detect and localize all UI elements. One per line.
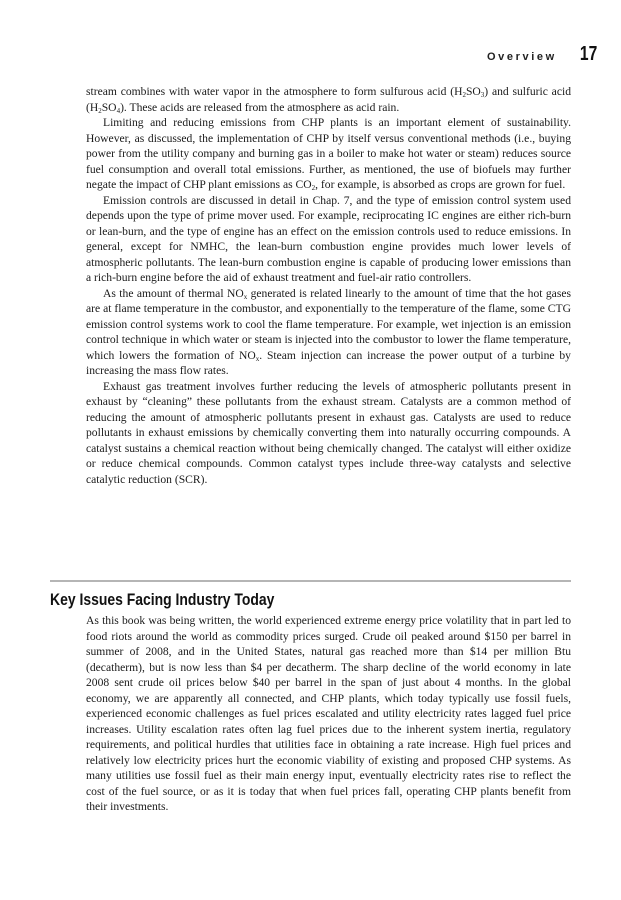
body-text-top	[86, 84, 571, 487]
running-head	[487, 43, 597, 67]
body-text-section	[86, 613, 571, 815]
paragraph-key-issues: As this book was being written, the world experienced extreme energy price volatility that in part led to food riots around the world as commodity prices surged. Crude oil peaked around $150 per barrel in summer of 2008, and in the United States, natural gas reached more than $14 per million Btu (decatherm), but is now less than $4 per decatherm. The sharp decline of the world economy in late 2008 sent crude oil prices below $40 per barrel in the span of just about 4 months. In the global economy, we are apparently all connected, and CHP plants, which today typically use fossil fuels, experienced economic challenges as fuel prices escalated and utility electricity rates lagged fuel price increases. Utility escalation rates often lag fuel prices due to the inherent system inertia, regulatory requirements, and political hurdles that utilities face in obtaining a rate increase. High fuel prices and relatively low electricity prices hurt the economic viability of existing and proposed CHP systems. As many utilities use fossil fuel as their main energy input, eventually electricity rates rise to reflect the cost of the fuel source, or as it is today that when fuel prices fall, operating CHP plants benefit from their investments.	[86, 614, 571, 813]
paragraph-thermal-nox: As the amount of thermal $NO_x$ generated is related linearly to the amount of time that the hot gases are at flame temperature in the combustor, and exponentially to the temperature of the flame, some CTG emission control systems work to cool the flame temperature. For example, wet injection is an emission control technique in which water or steam is injected into the combustor to lower the flame temperature, which lowers the formation of $NO_x$. Steam injection can increase the power output of a turbine by increasing the mass flow rates.	[86, 286, 571, 377]
running-head-section: Overview	[487, 51, 557, 63]
paragraph-emission-controls: Emission controls are discussed in detail in Chap. 7, and the type of emission control system used depends upon the type of prime mover used. For example, reciprocating IC engines are either rich-burn or lean-burn, and the type of engine has an effect on the emission controls used to reduce emissions. In general, except for NMHC, the lean-burn combustion engine provides much lower levels of atmospheric pollutants. The lean-burn combustion engine is capable of producing lower emissions than a rich-burn engine before the aid of exhaust treatment and fuel-air ratio controllers.	[86, 193, 571, 284]
page-number: 17	[579, 43, 597, 65]
paragraph-sustainability: Limiting and reducing emissions from CHP plants is an important element of sustainability. However, as discussed, the implementation of CHP by itself versus conventional methods (i.e., buying power from the utility company and burning gas in a boiler to make hot water or steam) reduces source fuel consumption and overall total emissions. Further, as mentioned, the use of biofuels may further negate the impact of CHP plant emissions as $CO_2$, for example, is absorbed as crops are grown for fuel.	[86, 116, 571, 192]
paragraph-exhaust-treatment: Exhaust gas treatment involves further reducing the levels of atmospheric pollutants present in exhaust by “cleaning” these pollutants from the exhaust stream. Catalysts are a common method of reducing the amount of atmospheric pollutants present in exhaust gas. Catalysts are used to reduce pollutants in exhaust emissions by chemically converting them into naturally occurring compounds. A catalyst sustains a chemical reaction without being chemically changed. The catalyst will either oxidize or reduce chemical compounds. Common catalyst types include three-way catalysts and selective catalytic reduction (SCR).	[86, 379, 571, 486]
section-heading: Key Issues Facing Industry Today	[50, 590, 275, 609]
section-divider	[50, 580, 571, 582]
paragraph-acid-rain: stream combines with water vapor in the atmosphere to form sulfurous acid $(H_2SO_3)$ and sulfuric acid $(H_2SO_4)$. These acids are released from the atmosphere as acid rain.	[86, 85, 571, 115]
